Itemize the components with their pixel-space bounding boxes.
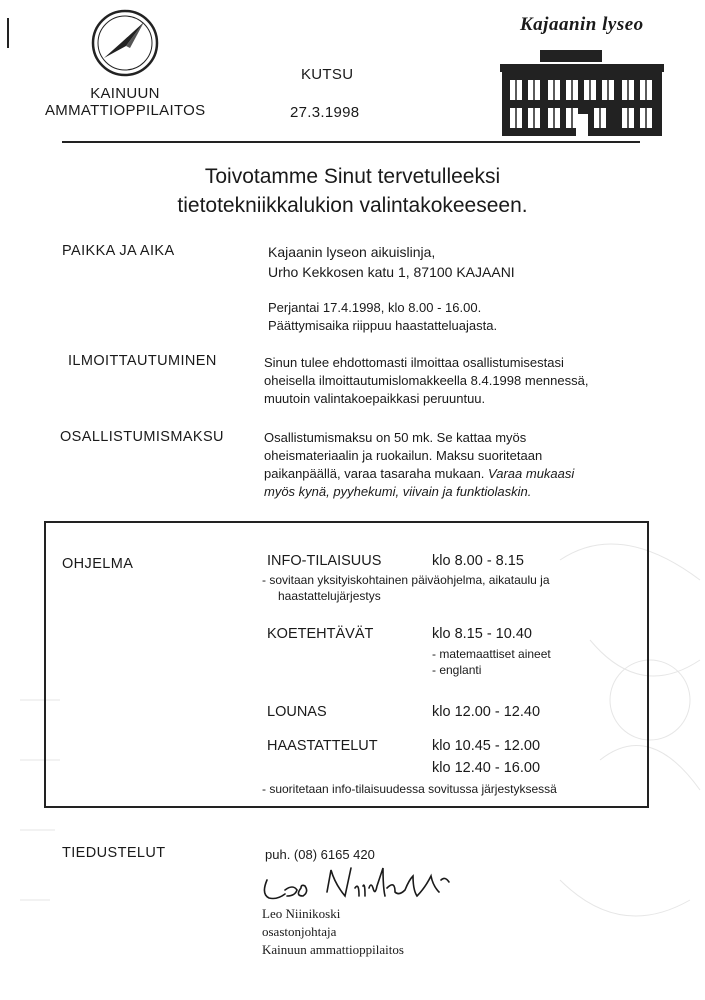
welcome-line2: tietotekniikkalukion valintakokeeseen. xyxy=(177,194,528,217)
program-label: OHJELMA xyxy=(62,556,134,572)
koe-notes xyxy=(432,646,551,678)
paikka-line2: Urho Kekkosen katu 1, 87100 KAJAANI xyxy=(268,264,515,280)
aika-text xyxy=(268,299,497,335)
phone-number: puh. (08) 6165 420 xyxy=(265,847,375,862)
maksu-line3-normal: paikanpäällä, varaa tasaraha mukaan. xyxy=(264,466,489,481)
welcome-line1: Toivotamme Sinut tervetulleeksi xyxy=(204,165,501,188)
maksu-label: OSALLISTUMISMAKSU xyxy=(60,429,224,445)
paikka-label: PAIKKA JA AIKA xyxy=(62,243,175,259)
compass-logo-icon xyxy=(90,8,160,78)
koe-note2: - englanti xyxy=(432,663,482,677)
logo-text-line1: KAINUUN xyxy=(90,85,160,102)
school-building-icon xyxy=(500,50,665,138)
koe-note1: - matemaattiset aineet xyxy=(432,647,551,661)
maksu-text xyxy=(264,429,574,501)
maksu-line3-italic: Varaa mukaasi xyxy=(488,466,575,481)
info-notes xyxy=(262,572,550,604)
kainuun-logo xyxy=(45,8,205,123)
info-note2: haastattelujärjestys xyxy=(278,589,381,603)
ilmo-line2: oheisella ilmoittautumislomakkeella 8.4.1998 mennessä, xyxy=(264,373,589,388)
info-time: klo 8.00 - 8.15 xyxy=(432,553,524,569)
haastattelut-time2: klo 12.40 - 16.00 xyxy=(432,760,541,776)
maksu-line1: Osallistumismaksu on 50 mk. Se kattaa myös xyxy=(264,430,527,445)
aika-line1: Perjantai 17.4.1998, klo 8.00 - 16.00. xyxy=(268,300,482,315)
logo-text-line2: AMMATTIOPPILAITOS xyxy=(45,102,206,119)
tiedustelut-label: TIEDUSTELUT xyxy=(62,845,166,861)
signer-name: Leo Niinikoski xyxy=(262,906,341,921)
document-date: 27.3.1998 xyxy=(290,104,360,121)
koe-time: klo 8.15 - 10.40 xyxy=(432,626,532,642)
aika-line2: Päättymisaika riippuu haastatteluajasta. xyxy=(268,318,498,333)
lounas-time: klo 12.00 - 12.40 xyxy=(432,704,541,720)
maksu-line2: oheismateriaalin ja ruokailun. Maksu suoritetaan xyxy=(264,448,543,463)
lounas-name: LOUNAS xyxy=(267,704,327,720)
kutsu-label: KUTSU xyxy=(301,66,354,83)
ilmoittautuminen-label: ILMOITTAUTUMINEN xyxy=(68,353,217,369)
signer-org: Kainuun ammattioppilaitos xyxy=(262,942,404,957)
koe-name: KOETEHTÄVÄT xyxy=(267,626,374,642)
maksu-line3 xyxy=(264,465,574,483)
paikka-text xyxy=(268,242,515,282)
signer-block xyxy=(262,905,404,959)
paikka-line1: Kajaanin lyseon aikuislinja, xyxy=(268,244,436,260)
lyseo-title: Kajaanin lyseo xyxy=(520,14,644,35)
ilmo-line1: Sinun tulee ehdottomasti ilmoittaa osallistumisestasi xyxy=(264,355,564,370)
maksu-line4-italic: myös kynä, pyyhekumi, viivain ja funktiolaskin. xyxy=(264,484,532,499)
haastattelut-name: HAASTATTELUT xyxy=(267,738,378,754)
info-note1: - sovitaan yksityiskohtainen päiväohjelma, aikataulu ja xyxy=(262,573,550,587)
haastattelut-time1: klo 10.45 - 12.00 xyxy=(432,738,541,754)
header-divider xyxy=(62,141,640,143)
ilmoittautuminen-text xyxy=(264,354,588,408)
maksu-line4 xyxy=(264,483,574,501)
info-name: INFO-TILAISUUS xyxy=(267,553,382,569)
ilmo-line3: muutoin valintakoepaikkasi peruuntuu. xyxy=(264,391,486,406)
handwritten-signature xyxy=(255,862,465,907)
signer-title: osastonjohtaja xyxy=(262,924,337,939)
haastattelut-note: - suoritetaan info-tilaisuudessa sovitussa järjestyksessä xyxy=(262,782,557,796)
